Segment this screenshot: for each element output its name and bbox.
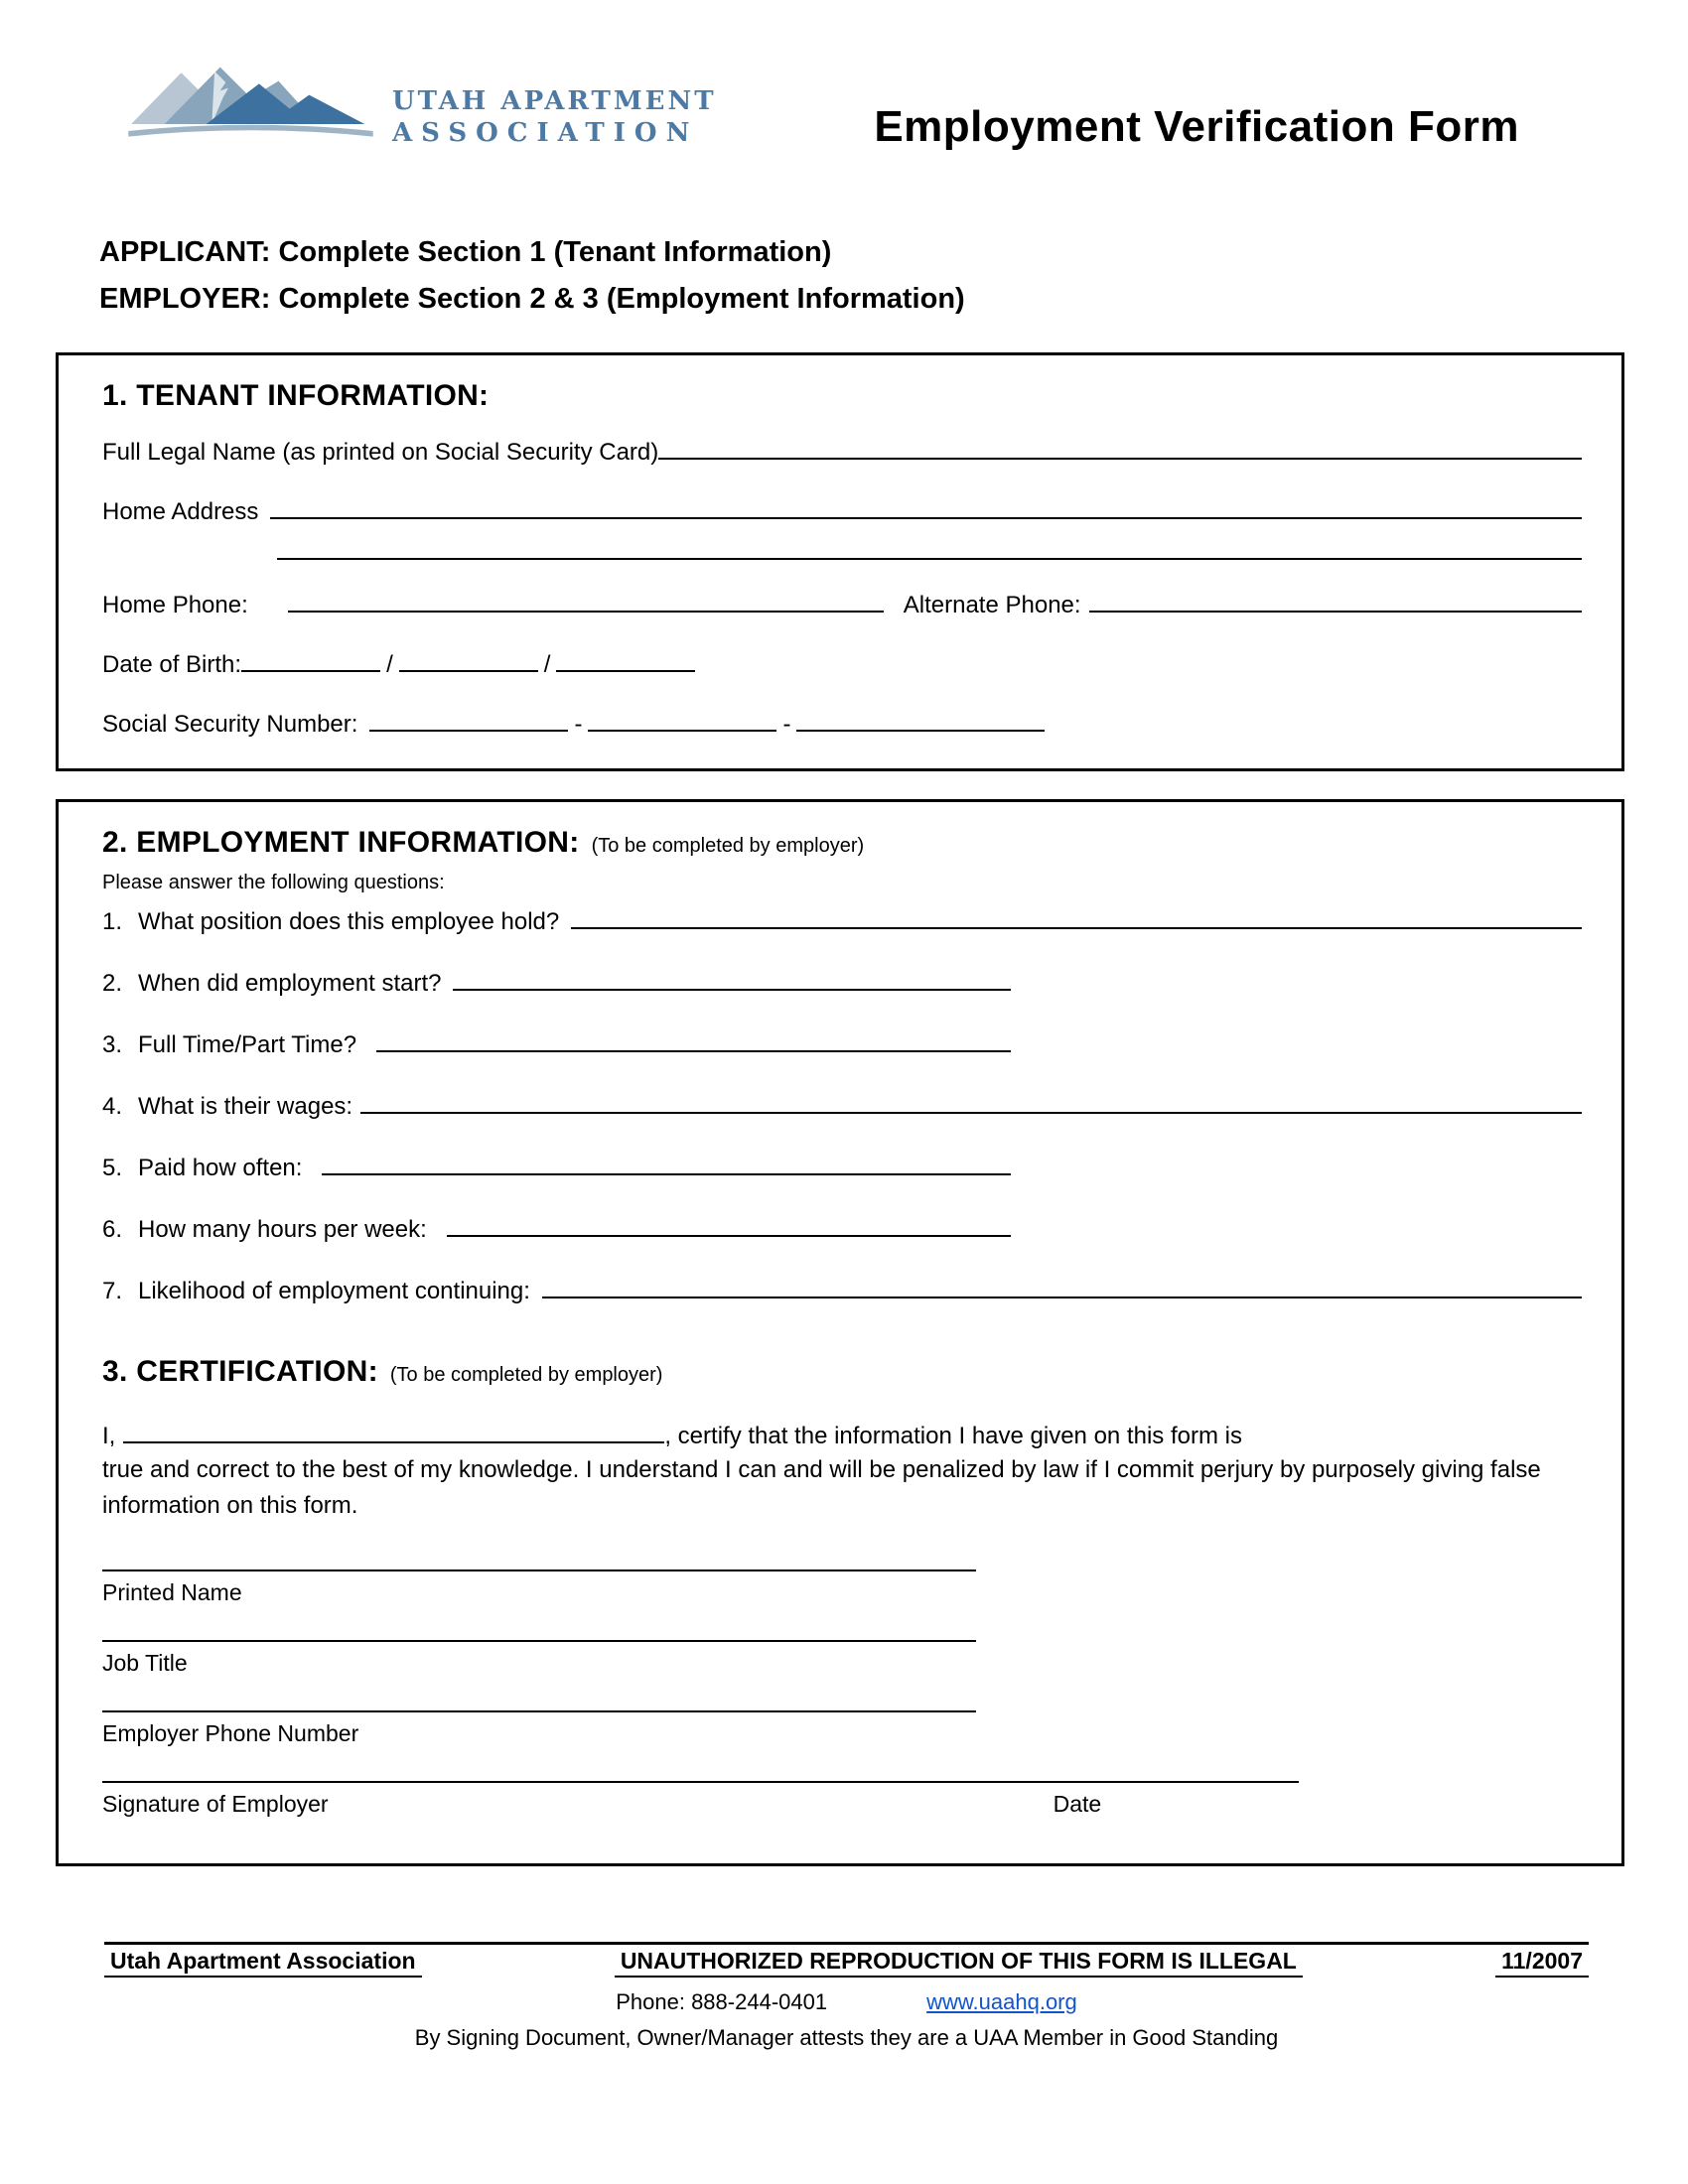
signature-blank bbox=[102, 1781, 1299, 1783]
footer-revision: 11/2007 bbox=[1495, 1948, 1589, 1978]
signature-group bbox=[102, 1781, 1582, 1818]
certification-statement-rest: true and correct to the best of my knowledge. I understand I can and will be penalized by law if I commit perjury by purposely giving false information on this form. bbox=[102, 1456, 1541, 1519]
question-6-number: 6. bbox=[102, 1216, 123, 1243]
dob-month-blank bbox=[241, 670, 380, 672]
employer-phone-label: Employer Phone Number bbox=[102, 1720, 359, 1746]
employment-section-note: (To be completed by employer) bbox=[591, 835, 865, 857]
footer-org: Utah Apartment Association bbox=[104, 1948, 422, 1978]
question-7-number: 7. bbox=[102, 1278, 123, 1304]
signature-label: Signature of Employer bbox=[102, 1791, 329, 1817]
job-title-group bbox=[102, 1640, 1582, 1677]
question-6-label: How many hours per week: bbox=[138, 1216, 427, 1243]
question-1-label: What position does this employee hold? bbox=[138, 908, 560, 935]
ssn-row bbox=[102, 711, 1582, 739]
home-address-label: Home Address bbox=[102, 498, 259, 525]
question-2-number: 2. bbox=[102, 970, 123, 997]
certification-statement-start: I, bbox=[102, 1423, 116, 1449]
home-phone-blank bbox=[288, 611, 884, 613]
question-6-blank bbox=[447, 1235, 1011, 1237]
question-2-label: When did employment start? bbox=[138, 970, 442, 997]
full-name-label: Full Legal Name (as printed on Social Security Card) bbox=[102, 439, 659, 466]
footer-member-note: By Signing Document, Owner/Manager attests they are a UAA Member in Good Standing bbox=[414, 2025, 1279, 2050]
dob-label: Date of Birth: bbox=[102, 651, 242, 678]
question-row-7 bbox=[102, 1278, 1582, 1305]
tenant-information-section bbox=[56, 352, 1624, 771]
question-4-blank bbox=[360, 1112, 1582, 1114]
certification-section-note: (To be completed by employer) bbox=[389, 1364, 663, 1386]
ssn-separator-2: - bbox=[782, 711, 791, 738]
printed-name-group bbox=[102, 1570, 1582, 1606]
header bbox=[0, 0, 1688, 152]
home-address-blank-2 bbox=[277, 558, 1582, 560]
certification-statement-line1 bbox=[102, 1423, 1582, 1450]
job-title-blank bbox=[102, 1640, 976, 1642]
printed-name-blank bbox=[102, 1570, 976, 1571]
home-phone-label: Home Phone: bbox=[102, 592, 248, 618]
footer-phone: Phone: 888-244-0401 bbox=[616, 1989, 828, 2014]
full-name-row bbox=[102, 439, 1582, 467]
dob-year-blank bbox=[556, 670, 695, 672]
logo-text bbox=[392, 86, 717, 152]
job-title-label: Job Title bbox=[102, 1650, 188, 1676]
dob-separator-2: / bbox=[543, 651, 551, 678]
question-4-number: 4. bbox=[102, 1093, 123, 1120]
instructions bbox=[99, 229, 1589, 323]
question-2-blank bbox=[453, 989, 1011, 991]
uaa-logo bbox=[125, 55, 717, 152]
question-row-6 bbox=[102, 1216, 1011, 1244]
question-7-label: Likelihood of employment continuing: bbox=[138, 1278, 530, 1304]
certifier-name-blank bbox=[123, 1441, 664, 1443]
page-title: Employment Verification Form bbox=[874, 102, 1519, 151]
employer-phone-blank bbox=[102, 1710, 976, 1712]
dob-day-blank bbox=[399, 670, 538, 672]
dob-separator-1: / bbox=[386, 651, 393, 678]
employment-information-section bbox=[56, 799, 1624, 1866]
alternate-phone-blank bbox=[1089, 611, 1582, 613]
question-5-number: 5. bbox=[102, 1155, 123, 1181]
question-row-1 bbox=[102, 908, 1582, 936]
question-5-label: Paid how often: bbox=[138, 1155, 303, 1181]
question-row-5 bbox=[102, 1155, 1011, 1182]
question-3-number: 3. bbox=[102, 1031, 123, 1058]
question-row-3 bbox=[102, 1031, 1011, 1059]
printed-name-label: Printed Name bbox=[102, 1579, 242, 1605]
footer bbox=[104, 1942, 1589, 2051]
footer-warning: UNAUTHORIZED REPRODUCTION OF THIS FORM IS ILLEGAL bbox=[615, 1948, 1303, 1978]
employment-intro: Please answer the following questions: bbox=[102, 872, 445, 893]
ssn-part1-blank bbox=[369, 730, 568, 732]
footer-legal-row bbox=[104, 1942, 1589, 1978]
certification-statement-after-blank: , certify that the information I have given on this form is bbox=[664, 1423, 1242, 1449]
instruction-employer: EMPLOYER: Complete Section 2 & 3 (Employment Information) bbox=[99, 283, 965, 315]
ssn-separator-1: - bbox=[574, 711, 583, 738]
ssn-label: Social Security Number: bbox=[102, 711, 358, 738]
question-7-blank bbox=[542, 1297, 1582, 1298]
home-address-row bbox=[102, 498, 1582, 526]
instruction-applicant: APPLICANT: Complete Section 1 (Tenant Information) bbox=[99, 236, 832, 268]
question-5-blank bbox=[322, 1173, 1011, 1175]
full-name-blank bbox=[658, 458, 1582, 460]
home-address-row-2 bbox=[102, 558, 1582, 560]
question-row-2 bbox=[102, 970, 1011, 998]
dob-row bbox=[102, 651, 1582, 679]
logo-line1: UTAH APARTMENT bbox=[392, 86, 717, 116]
mountains-icon bbox=[125, 55, 376, 152]
question-4-label: What is their wages: bbox=[138, 1093, 353, 1120]
certification-section-heading: 3. CERTIFICATION: bbox=[102, 1355, 378, 1388]
phones-row bbox=[102, 592, 1582, 619]
employer-phone-group bbox=[102, 1710, 1582, 1747]
question-1-blank bbox=[571, 927, 1582, 929]
ssn-part3-blank bbox=[796, 730, 1045, 732]
ssn-part2-blank bbox=[588, 730, 776, 732]
question-3-label: Full Time/Part Time? bbox=[138, 1031, 357, 1058]
date-label: Date bbox=[1053, 1791, 1102, 1817]
question-3-blank bbox=[376, 1050, 1011, 1052]
logo-line2: ASSOCIATION bbox=[392, 118, 699, 148]
footer-contact-row bbox=[104, 1989, 1589, 2015]
question-1-number: 1. bbox=[102, 908, 123, 935]
tenant-section-heading: 1. TENANT INFORMATION: bbox=[102, 379, 490, 412]
home-address-blank bbox=[270, 517, 1582, 519]
alternate-phone-label: Alternate Phone: bbox=[903, 592, 1081, 618]
question-row-4 bbox=[102, 1093, 1582, 1121]
employment-section-heading: 2. EMPLOYMENT INFORMATION: bbox=[102, 826, 580, 859]
footer-website-link[interactable]: www.uaahq.org bbox=[926, 1989, 1077, 2014]
